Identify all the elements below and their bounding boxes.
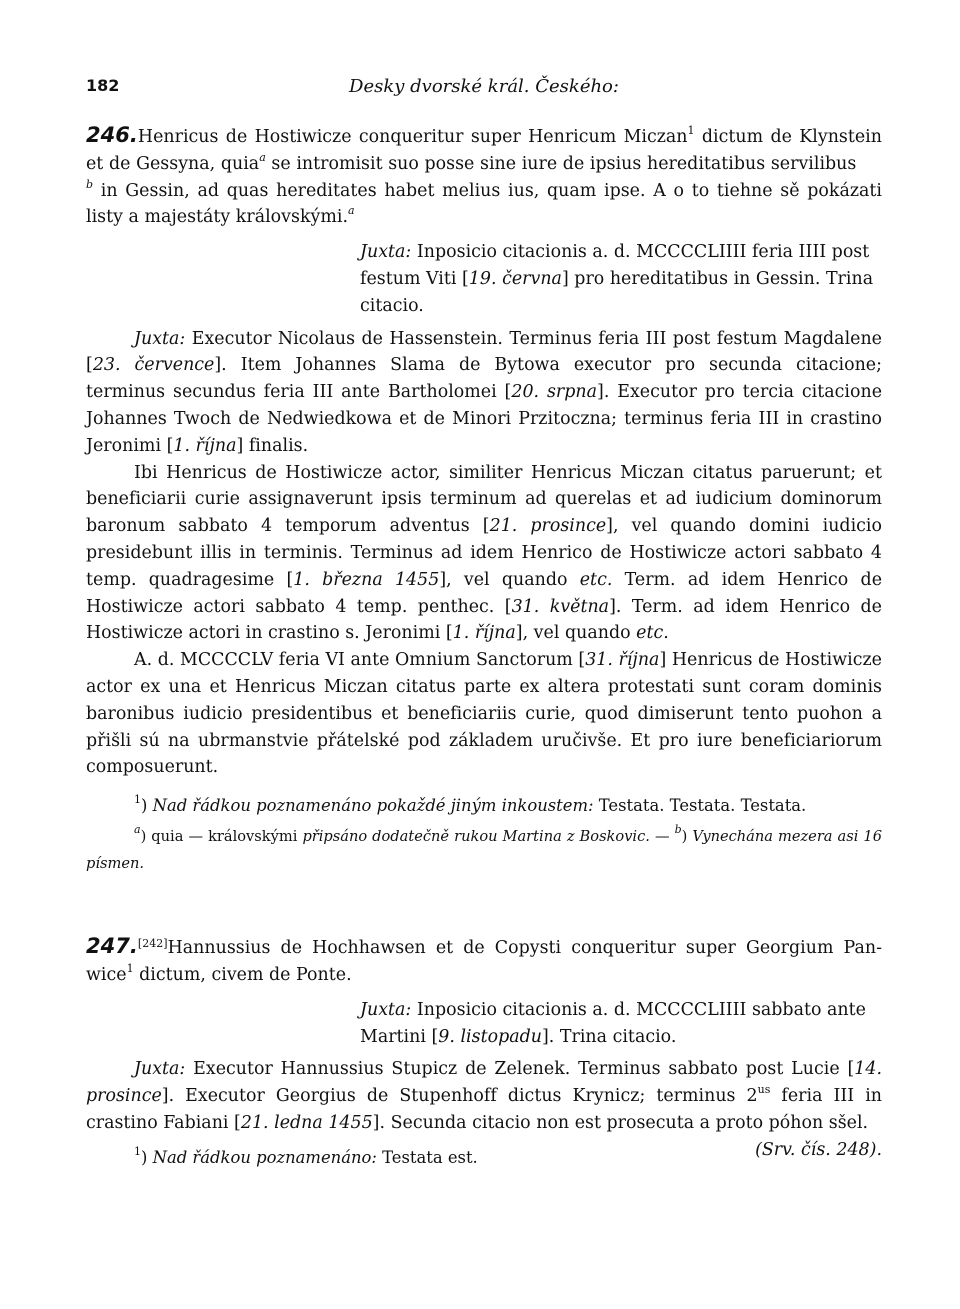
page-header <box>86 70 882 102</box>
footnote-1: $^1$) Nad řádkou poznamenáno pokaždé jiným inkoustem: Testata. Testata. Testata. <box>134 793 807 816</box>
entry-246-heading: 246.Henricus de Hostiwicze conqueritur super Henricum Miczan$^1$ dictum de Klynstein et de Gessyna, quia$^a$ se intromisit suo posse sine iure de ipsius hereditatibus servilibus $^b$ in Gessin, ad quas hereditates habet melius ius, quam ipse. A o to tiehne sě pokázati listy a majestáty královskými.$^a$ <box>86 123 882 228</box>
footnote-247-1: $^1$) Nad řádkou poznamenáno: Testata est. <box>134 1144 478 1167</box>
entry-number: 246. <box>86 123 138 147</box>
entry-247-heading: 247.[242]Hannussius de Hochhawsen et de Copysti conqueritur super Georgium Panwice$^1$ dictum, civem de Ponte. <box>86 934 882 985</box>
entry-number: 247. <box>86 934 138 959</box>
running-title: Desky dvorské král. Českého: <box>349 76 619 97</box>
entry-246-executor-paragraph: Juxta: Executor Nicolaus de Hassenstein. Terminus feria III post festum Magdalene [23. července]. Item Johannes Slama de Bytowa executor pro secunda citacione; terminus secundus feria III ante Bartholomei [20. srpna]. Executor pro tercia citacione Johannes Twoch de Nedwiedkowa et de Minori Przitoczna; terminus feria III in crastino Jeronimi [1. října] finalis. <box>86 328 883 456</box>
entry-246-juxta-block: Juxta: Inposicio citacionis a. d. MCCCCLIIII feria IIII post festum Viti [19. června] pro hereditatibus in Gessin. Trina citacio. <box>360 242 874 316</box>
cross-reference: (Srv. čís. 248). <box>755 1139 882 1160</box>
entry-ref: [242] <box>137 937 168 951</box>
page-number: 182 <box>86 76 120 95</box>
entry-247-juxta-block: Juxta: Inposicio citacionis a. d. MCCCCLIIII sabbato ante Martini [9. listopadu]. Trina citacio. <box>360 999 866 1047</box>
footnote-a-b: $^a$) quia — královskými připsáno dodatečně rukou Martina z Boskovic. — $^b$) Vynechána mezera asi 16 písmen. <box>86 823 882 873</box>
entry-247-executor-paragraph: Juxta: Executor Hannussius Stupicz de Zelenek. Terminus sabbato post Lucie [14. prosince]. Executor Georgius de Stupenhoff dictus Krynicz; terminus $2^{us}$ feria III in crastino Fabiani [21. ledna 1455]. Secunda citacio non est prosecuta a proto póhon sšel. (Srv. čís. 248). <box>86 1056 882 1136</box>
entry-246-paragraph-3: Ibi Henricus de Hostiwicze actor, similiter Henricus Miczan citatus paruerunt; et beneficiarii curie assignaverunt ipsis terminum ad querelas et ad iudicium dominorum baronum sabbato 4 temporum adventus [21. prosince], vel quando domini iudicio presidebunt illis in terminis. Terminus ad idem Henrico de Hostiwicze actori sabbato 4 temp. quadragesime [1. března 1455], vel quando etc. Term. ad idem Henrico de Hostiwicze actori sabbato 4 temp. penthec. [31. května]. Term. ad idem Henrico de Hostiwicze actori in crastino s. Jeronimi [1. října], vel quando etc. <box>86 462 883 644</box>
entry-246-paragraph-4: A. d. MCCCCLV feria VI ante Omnium Sanctorum [31. října] Henricus de Hostiwicze actor ex una et Henricus Miczan citatus parte ex altera protestati sunt coram dominis baronibus iudicio presidentibus et beneficiariis curie, quod dimiserunt tento puohon a přišli sú na ubrmanstvie přátelské pod základem uručivše. Et pro iure beneficiariorum composuerunt. <box>86 650 882 778</box>
page <box>86 70 882 1171</box>
